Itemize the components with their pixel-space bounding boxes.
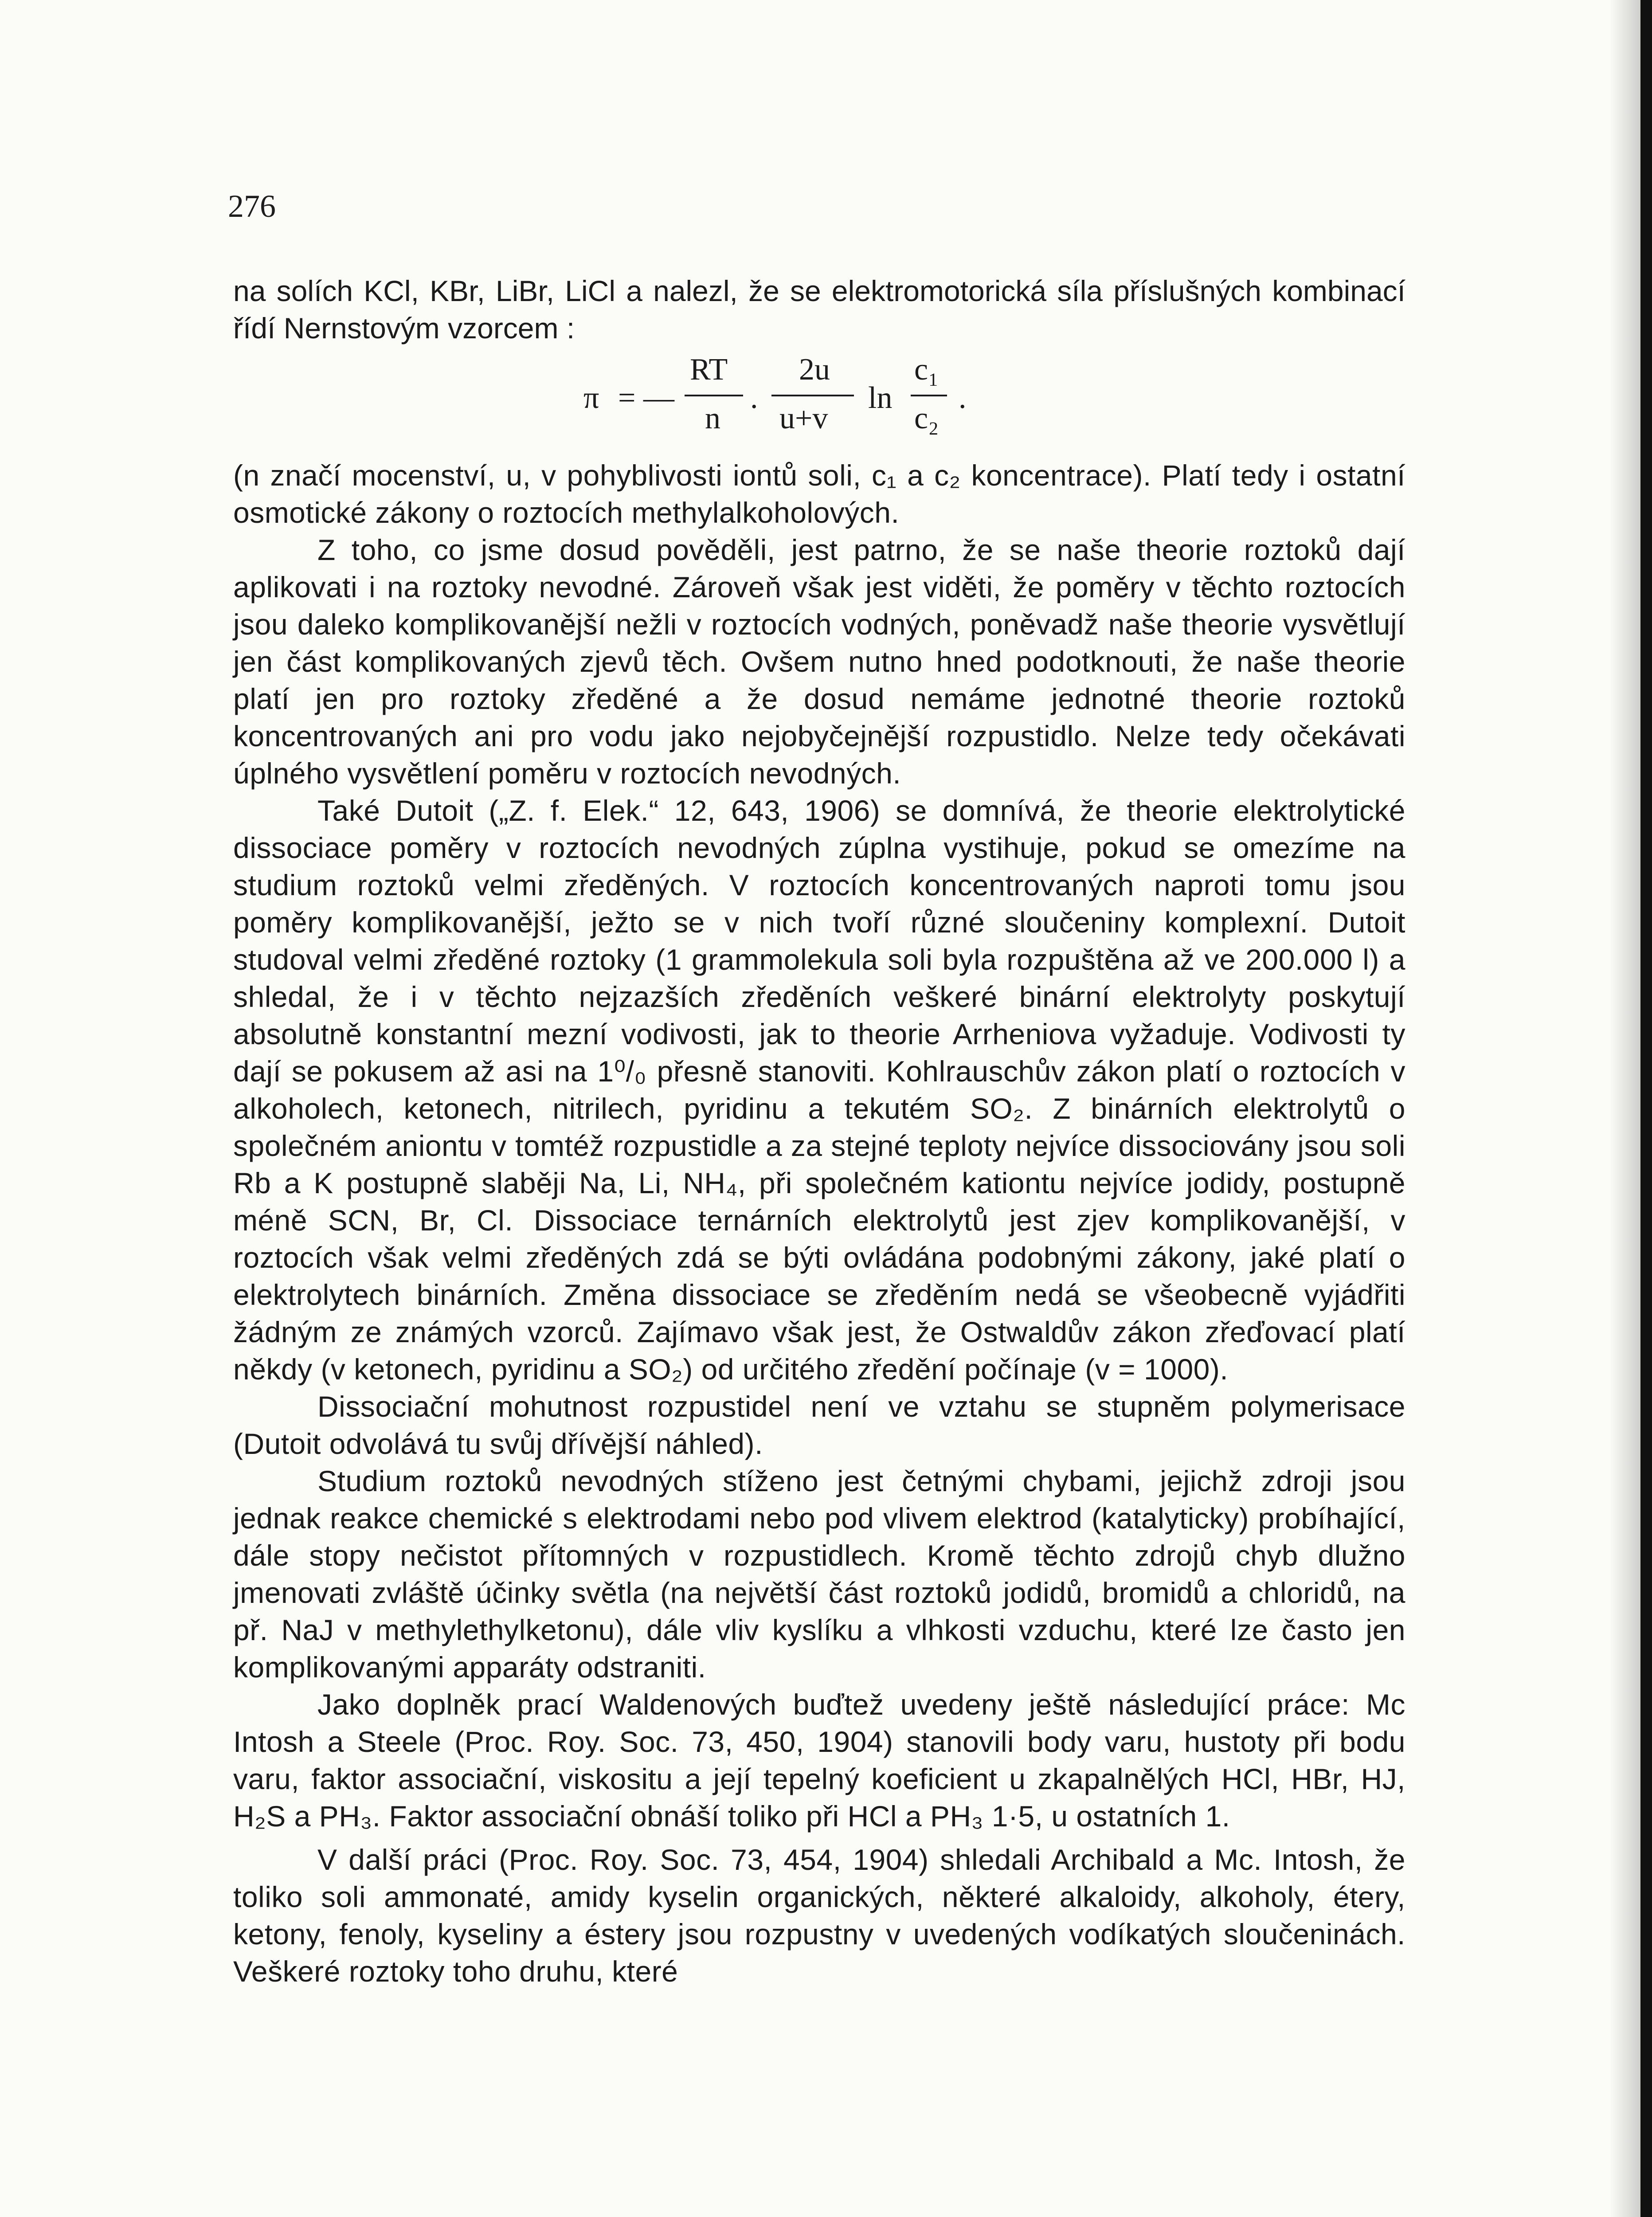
formula-equals: = — <box>618 381 674 415</box>
body-text <box>233 272 1405 1990</box>
formula-end-dot: . <box>959 381 967 415</box>
formula-dot: . <box>750 381 758 415</box>
paragraph-5: Dissociační mohutnost rozpustidel není ve vztahu se stupněm polymerisace (Dutoit odvolává tu svůj dřívější náhled). <box>233 1390 1405 1460</box>
formula-fraction-1-numerator: RT <box>690 353 728 387</box>
formula-ln: ln <box>868 381 893 415</box>
paragraph-2: (n značí mocenství, u, v pohyblivosti iontů soli, c₁ a c₂ koncentrace). Platí tedy i ostatní osmotické zákony o roztocích methylalkoholových. <box>233 459 1405 529</box>
paragraph-4: Také Dutoit („Z. f. Elek.“ 12, 643, 1906) se domnívá, že theorie elektrolytické dissociace poměry v roztocích nevodných zúplna vystihuje, pokud se omezíme na studium roztoků velmi zředěných. V roztocích koncentrovaných naproti tomu jsou poměry komplikovanější, ježto se v nich tvoří různé sloučeniny komplexní. Dutoit studoval velmi zředěné roztoky (1 grammolekula soli byla rozpuštěna až ve 200.000 l) a shledal, že i v těchto nejzazších zředěních veškeré binární elektrolyty poskytují absolutně konstantní mezní vodivosti, jak to theorie Arrheniova vyžaduje. Vodivosti ty dají se pokusem až asi na 1⁰/₀ přesně stanoviti. Kohlrauschův zákon platí o roztocích v alkoholech, ketonech, nitrilech, pyridinu a tekutém SO₂. Z binárních elektrolytů o společném aniontu v tomtéž rozpustidle a za stejné teploty nejvíce dissociovány jsou soli Rb a K postupně slaběji Na, Li, NH₄, při společném kationtu nejvíce jodidy, postupně méně SCN, Br, Cl. Dissociace ternárních elektrolytů jest zjev komplikovanější, v roztocích však velmi zředěných zdá se býti ovládána podobnými zákony, jaké platí o elektrolytech binárních. Změna dissociace se zředěním nedá se všeobecně vyjádřiti žádným ze známých vzorců. Zajímavo však jest, že Ostwaldův zákon zřeďovací platí někdy (v ketonech, pyridinu a SO₂) od určitého zředění počínaje (v = 1000). <box>233 794 1405 1386</box>
paragraph-7: Jako doplněk prací Waldenových buďtež uvedeny ještě následující práce: Mc Intosh a Steele (Proc. Roy. Soc. 73, 450, 1904) stanovili body varu, hustoty při bodu varu, faktor associační, viskositu a její tepelný koeficient u zkapalnělých HCl, HBr, HJ, H₂S a PH₃. Faktor associační obnáší toliko při HCl a PH₃ 1·5, u ostatních 1. <box>233 1688 1405 1833</box>
paragraph-8: V další práci (Proc. Roy. Soc. 73, 454, 1904) shledali Archibald a Mc. Intosh, že toliko soli ammonaté, amidy kyselin organických, některé alkaloidy, alkoholy, étery, ketony, fenoly, kyseliny a éstery jsou rozpustny v uvedených vodíkatých sloučeninách. Veškeré roztoky toho druhu, které <box>233 1843 1405 1988</box>
page-number: 276 <box>228 188 276 224</box>
formula-lhs: π <box>583 381 599 415</box>
nernst-formula <box>233 351 1405 444</box>
page-edge-shadow <box>1609 0 1640 2217</box>
formula-fraction-1-bar <box>685 395 743 396</box>
formula-fraction-2-numerator: 2u <box>799 353 830 387</box>
formula-fraction-3-denominator: c₂ <box>914 401 939 435</box>
formula-fraction-2-bar <box>771 395 854 396</box>
formula-fraction-3-numerator: c₁ <box>914 353 939 387</box>
formula-fraction-2-denominator: u+v <box>779 401 828 435</box>
formula-fraction-3-bar <box>911 395 947 396</box>
formula-fraction-1-denominator: n <box>705 401 720 435</box>
paragraph-1: na solích KCl, KBr, LiBr, LiCl a nalezl, že se elektromotorická síla příslušných kombinací řídí Nernstovým vzorcem : <box>233 274 1405 345</box>
paragraph-6: Studium roztoků nevodných stíženo jest četnými chybami, jejichž zdroji jsou jednak reakce chemické s elektrodami nebo pod vlivem elektrod (katalyticky) probíhající, dále stopy nečistot přítomných v rozpustidlech. Kromě těchto zdrojů chyb dlužno jmenovati zvláště účinky světla (na největší část roztoků jodidů, bromidů a chloridů, na př. NaJ v methylethylketonu), dále vliv kyslíku a vlhkosti vzduchu, které lze často jen komplikovanými apparáty odstraniti. <box>233 1465 1405 1684</box>
paragraph-3: Z toho, co jsme dosud pověděli, jest patrno, že se naše theorie roztoků dají aplikovati i na roztoky nevodné. Zároveň však jest viděti, že poměry v těchto roztocích jsou daleko komplikovanější nežli v roztocích vodných, poněvadž naše theorie vysvětlují jen část komplikovaných zjevů těch. Ovšem nutno hned podotknouti, že naše theorie platí jen pro roztoky zředěné a že dosud nemáme jednotné theorie roztoků koncentrovaných ani pro vodu jako nejobyčejnější rozpustidlo. Nelze tedy očekávati úplného vysvětlení poměru v roztocích nevodných. <box>233 533 1405 790</box>
scan-border <box>1640 0 1652 2217</box>
